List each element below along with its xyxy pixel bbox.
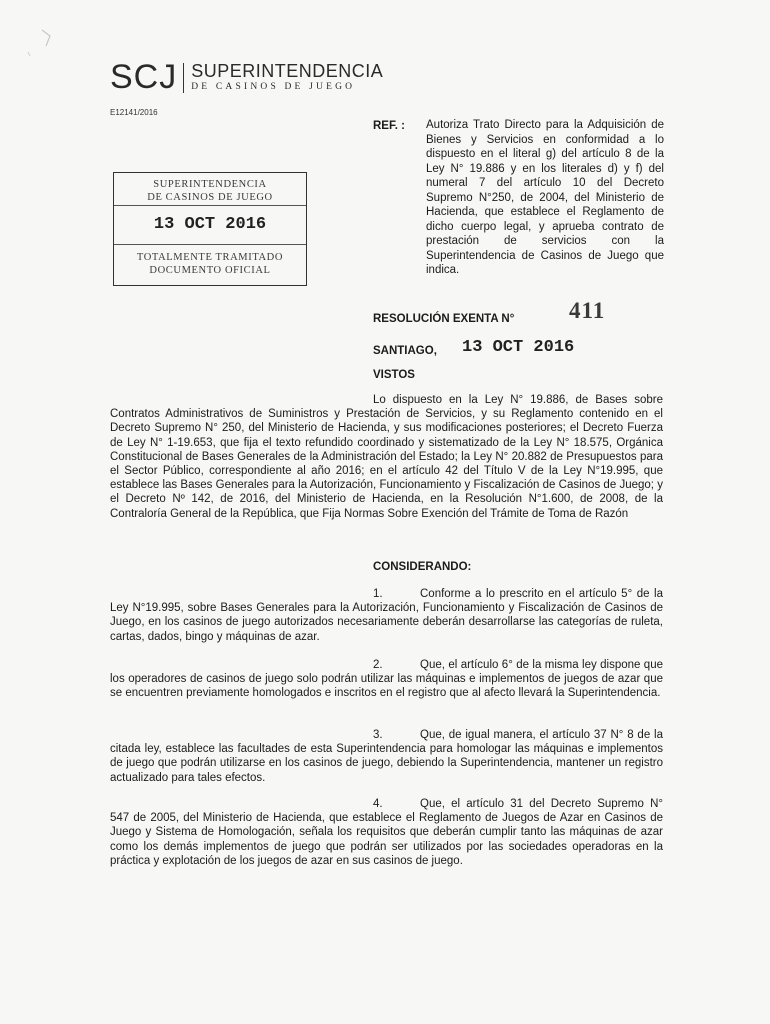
item-number: 4. (373, 798, 383, 810)
city-label: SANTIAGO, (373, 345, 437, 357)
logo (110, 58, 383, 97)
considerando-item (110, 587, 663, 644)
scan-mark-icon (20, 12, 60, 62)
vistos-text: Lo dispuesto en la Ley N° 19.886, de Bases sobre Contratos Administrativos de Suministros y Prestación de Servicios, y su Reglamento contenido en el Decreto Supremo N° 250, del Ministerio de Hacienda, y sus modificaciones posteriores; el Decreto Fuerza de Ley N° 1-19.653, que fija el texto refundido coordinado y sistematizado de la Ley N° 18.575, Orgánica Constitucional de Bases Generales de la Administración del Estado; la Ley N° 20.882 de Presupuestos para el Sector Público, correspondiente al año 2016; en el artículo 42 del Título V de la Ley N°19.995, que establece las Bases Generales para la Autorización, Funcionamiento y Fiscalización de Casinos de Juego; y el Decreto Nº 142, de 2016, del Ministerio de Hacienda, en la Resolución N°1.600, de 2008, de la Contraloría General de la República, que Fija Normas Sobre Exención del Trámite de Toma de Razón (110, 394, 663, 520)
item-text: Que, de igual manera, el artículo 37 N° 8 de la citada ley, establece las facultades de esta Superintendencia para homologar las máquinas e implementos de juego que podrán utilizarse en los casinos de juego, debiendo la Superintendencia, mantener un registro actualizado para tales efectos. (110, 729, 663, 784)
vistos-heading: VISTOS (373, 369, 415, 381)
logo-sub-text: DE CASINOS DE JUEGO (191, 82, 356, 93)
item-text: Que, el artículo 31 del Decreto Supremo N° 547 de 2005, del Ministerio de Hacienda, que establece el Reglamento de Juegos de Azar en Casinos de Juego y Sistema de Homologación, señala los requisitos que deberán cumplir tanto las máquinas de azar como los demás implementos de juego que podrán ser utilizados por las sociedades operadoras en la práctica y explotación de los juegos de azar en sus casinos de juego. (110, 798, 663, 867)
official-stamp (113, 172, 307, 286)
ref-label: REF. : (373, 120, 405, 132)
considerando-item (110, 658, 663, 701)
stamp-bottom-line-2: DOCUMENTO OFICIAL (149, 265, 271, 276)
item-text: Conforme a lo prescrito en el artículo 5° de la Ley N°19.995, sobre Bases Generales para la Autorización, Funcionamiento y Fiscalización de Casinos de Juego, en los casinos de juego autorizados necesariamente deberán desarrollarse las categorías de ruleta, cartas, dados, bingo y máquinas de azar. (110, 588, 663, 643)
ref-text: Autoriza Trato Directo para la Adquisición de Bienes y Servicios en conformidad a lo dispuesto en el literal g) del artículo 8 de la Ley N° 19.886 y en los literales d) y f) del numeral 7 del artículo 10 del Decreto Supremo N°250, de 2004, del Ministerio de Hacienda, que establece el Reglamento de dicho cuerpo legal, y aprueba contrato de prestación de servicios con la Superintendencia de Casinos de Juego que indica. (426, 119, 664, 276)
item-number: 1. (373, 588, 383, 600)
item-number: 3. (373, 729, 383, 741)
considerando-heading: CONSIDERANDO: (373, 561, 472, 573)
item-text: Que, el artículo 6° de la misma ley dispone que los operadores de casinos de juego solo podrán utilizar las máquinas e implementos de juegos de azar que se encuentren previamente homologados e inscritos en el registro que al afecto llevará la Superintendencia. (110, 659, 663, 700)
stamp-bottom-line-1: TOTALMENTE TRAMITADO (136, 252, 284, 263)
resolution-date: 13 OCT 2016 (462, 338, 575, 357)
resolution-number: 411 (569, 298, 606, 323)
item-number: 2. (373, 659, 383, 671)
considerando-item (110, 797, 663, 868)
logo-main-text: SUPERINTENDENCIA (191, 61, 384, 82)
resolution-label: RESOLUCIÓN EXENTA N° (373, 313, 515, 325)
stamp-top-line-1: SUPERINTENDENCIA (153, 179, 267, 190)
logo-mark: SCJ (110, 58, 178, 96)
logo-divider (183, 63, 184, 93)
document-code: E12141/2016 (110, 108, 158, 117)
considerando-item (110, 728, 663, 785)
stamp-date: 13 OCT 2016 (114, 206, 306, 245)
stamp-top-line-2: DE CASINOS DE JUEGO (147, 192, 273, 203)
vistos-paragraph (110, 393, 663, 521)
